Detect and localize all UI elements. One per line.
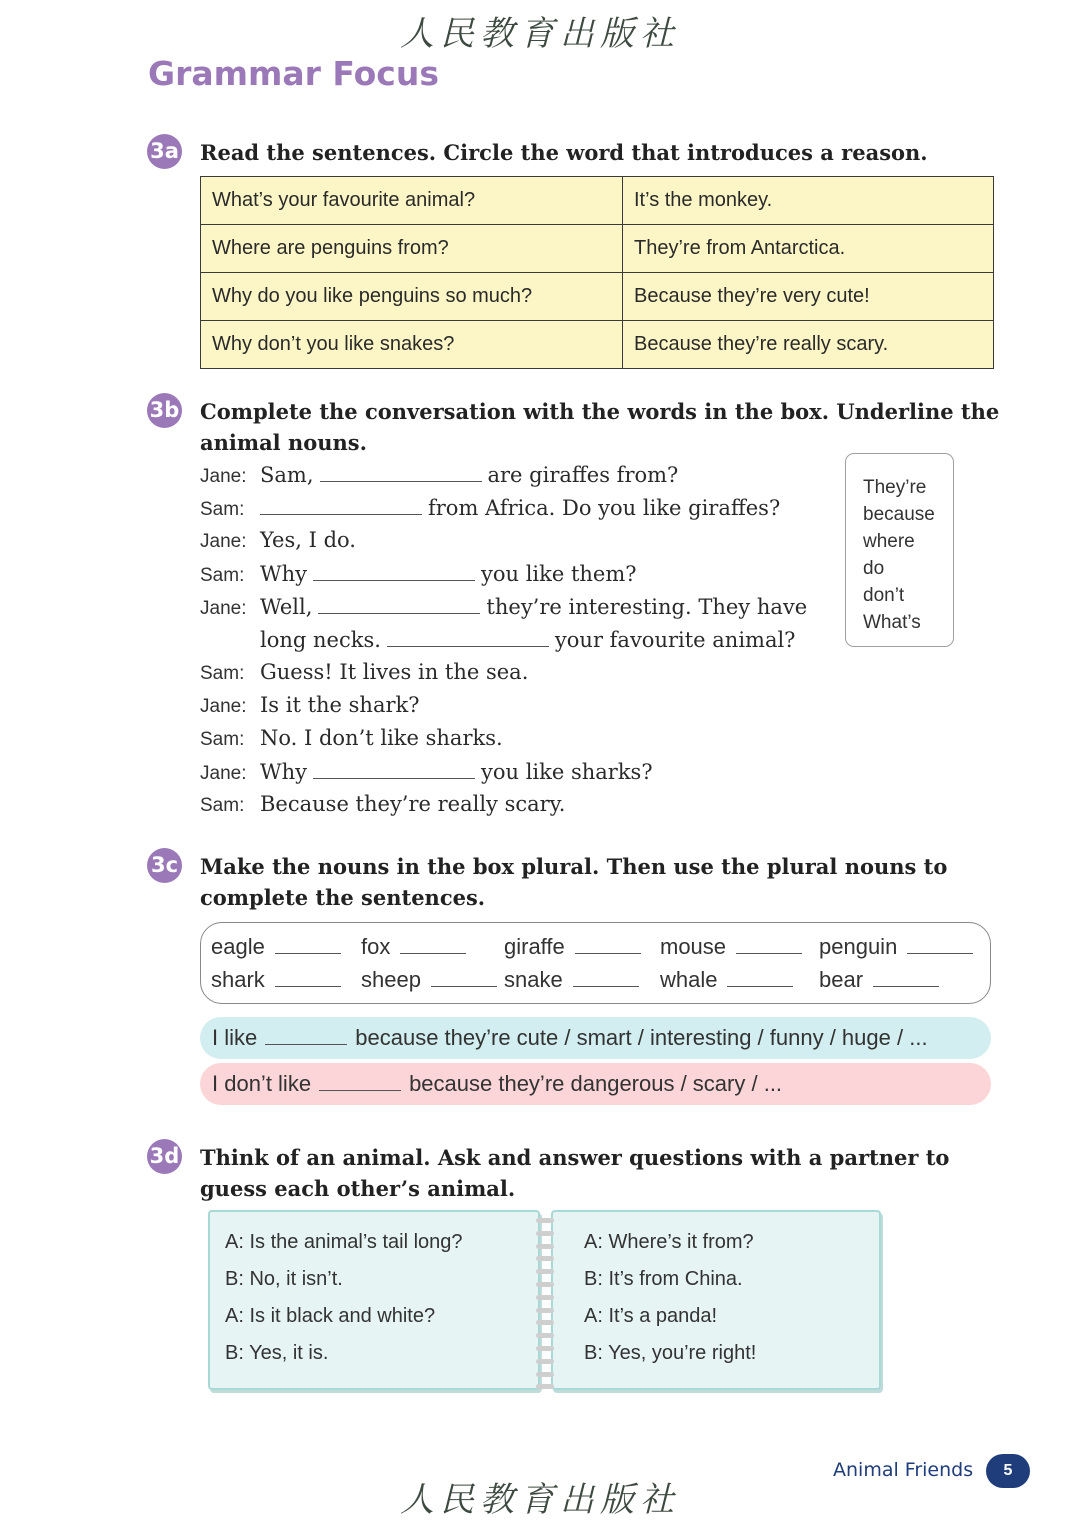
speaker: Sam: bbox=[200, 729, 245, 750]
line-text: you like sharks? bbox=[480, 760, 653, 784]
speaker: Jane: bbox=[200, 696, 247, 717]
line-text: your favourite animal? bbox=[554, 628, 796, 652]
conversation-line bbox=[200, 759, 840, 792]
plural-blank[interactable] bbox=[275, 936, 341, 954]
section-badge-3d: 3d bbox=[147, 1139, 182, 1174]
answer-blank[interactable] bbox=[313, 759, 475, 779]
plural-blank[interactable] bbox=[736, 936, 802, 954]
dialogue-line: A: Is it black and white? bbox=[225, 1305, 436, 1327]
conversation-line bbox=[200, 528, 840, 561]
plural-blank[interactable] bbox=[400, 936, 466, 954]
line-text: No. I don’t like sharks. bbox=[260, 726, 503, 750]
speaker: Jane: bbox=[200, 466, 247, 487]
conversation-line bbox=[200, 660, 840, 693]
table-cell-answer: Because they’re very cute! bbox=[623, 273, 994, 321]
speaker: Jane: bbox=[200, 598, 247, 619]
conversation-line bbox=[200, 594, 840, 627]
publisher-logo-top: 人民教育出版社 bbox=[400, 14, 680, 54]
table-cell-answer: It’s the monkey. bbox=[623, 177, 994, 225]
word-box-item: do bbox=[863, 558, 885, 579]
noun-item: shark bbox=[211, 967, 341, 993]
conversation bbox=[200, 462, 840, 825]
answer-blank[interactable] bbox=[387, 627, 549, 647]
conversation-line bbox=[200, 627, 840, 660]
noun-item: whale bbox=[660, 967, 793, 993]
noun-item: penguin bbox=[819, 934, 973, 960]
line-text: Is it the shark? bbox=[260, 693, 420, 717]
table-cell-question: What’s your favourite animal? bbox=[201, 177, 623, 225]
speaker: Sam: bbox=[200, 565, 245, 586]
word-box-item: They’re bbox=[863, 477, 927, 498]
dialogue-line: A: It’s a panda! bbox=[584, 1305, 718, 1327]
noun-item: bear bbox=[819, 967, 939, 993]
speaker: Sam: bbox=[200, 499, 245, 520]
answer-blank[interactable] bbox=[265, 1027, 347, 1045]
line-text: from Africa. Do you like giraffes? bbox=[428, 496, 781, 520]
conversation-line bbox=[200, 495, 840, 528]
word-box-item: What’s bbox=[863, 612, 921, 633]
dialogue-line: A: Is the animal’s tail long? bbox=[225, 1231, 463, 1253]
line-text: you like them? bbox=[480, 562, 637, 586]
dialogue-line: B: No, it isn’t. bbox=[225, 1268, 343, 1290]
table-row bbox=[201, 273, 994, 321]
word-box-item: where bbox=[863, 531, 915, 552]
speaker: Sam: bbox=[200, 663, 245, 684]
line-text: Because they’re really scary. bbox=[260, 792, 566, 816]
section-badge-3a: 3a bbox=[147, 134, 182, 169]
table-cell-answer: Because they’re really scary. bbox=[623, 321, 994, 369]
table-row bbox=[201, 177, 994, 225]
conversation-line bbox=[200, 693, 840, 726]
line-text: Guess! It lives in the sea. bbox=[260, 660, 529, 684]
conversation-line bbox=[200, 792, 840, 825]
line-text: Why bbox=[260, 562, 307, 586]
speaker: Sam: bbox=[200, 795, 245, 816]
answer-blank[interactable] bbox=[319, 1073, 401, 1091]
answer-blank[interactable] bbox=[320, 462, 482, 482]
conversation-line bbox=[200, 561, 840, 594]
line-text: they’re interesting. They have bbox=[486, 595, 808, 619]
page-title: Grammar Focus bbox=[148, 54, 440, 93]
page-number: 5 bbox=[986, 1454, 1030, 1488]
dialogue-line: B: Yes, it is. bbox=[225, 1342, 329, 1364]
dialogue-line: B: Yes, you’re right! bbox=[584, 1342, 757, 1364]
instruction-3d: Think of an animal. Ask and answer questions with a partner to guess each other’s animal. bbox=[200, 1145, 950, 1201]
dialogue-line: A: Where’s it from? bbox=[584, 1231, 754, 1253]
like-sentence bbox=[200, 1017, 991, 1059]
conversation-line bbox=[200, 462, 840, 495]
section-badge-3b: 3b bbox=[147, 393, 182, 428]
like-suffix: because they’re cute / smart / interesting / funny / huge / ... bbox=[355, 1025, 928, 1050]
table-cell-question: Why do you like penguins so much? bbox=[201, 273, 623, 321]
unit-title: Animal Friends bbox=[833, 1459, 974, 1481]
instruction-3b: Complete the conversation with the words in the box. Underline the animal nouns. bbox=[200, 399, 1000, 455]
dislike-sentence bbox=[200, 1063, 991, 1105]
noun-item: fox bbox=[361, 934, 466, 960]
plural-blank[interactable] bbox=[907, 936, 973, 954]
word-box bbox=[845, 453, 954, 647]
line-text: are giraffes from? bbox=[487, 463, 679, 487]
table-row bbox=[201, 321, 994, 369]
plural-blank[interactable] bbox=[275, 969, 341, 987]
plural-blank[interactable] bbox=[873, 969, 939, 987]
noun-item: mouse bbox=[660, 934, 802, 960]
dialogue-line: B: It’s from China. bbox=[584, 1268, 743, 1290]
plural-blank[interactable] bbox=[431, 969, 497, 987]
noun-item: sheep bbox=[361, 967, 497, 993]
like-prefix: I like bbox=[212, 1025, 258, 1050]
answer-blank[interactable] bbox=[318, 594, 480, 614]
table-cell-answer: They’re from Antarctica. bbox=[623, 225, 994, 273]
section-badge-3c: 3c bbox=[147, 848, 182, 883]
speaker: Jane: bbox=[200, 531, 247, 552]
instruction-3c: Make the nouns in the box plural. Then use the plural nouns to complete the sentences. bbox=[200, 854, 948, 910]
answer-blank[interactable] bbox=[260, 495, 422, 515]
dislike-suffix: because they’re dangerous / scary / ... bbox=[409, 1071, 783, 1096]
speaker: Jane: bbox=[200, 763, 247, 784]
notebook-spiral bbox=[536, 1218, 554, 1388]
conversation-line bbox=[200, 726, 840, 759]
table-row bbox=[201, 225, 994, 273]
instruction-3a: Read the sentences. Circle the word that introduces a reason. bbox=[200, 140, 928, 165]
line-text: Yes, I do. bbox=[260, 528, 356, 552]
noun-item: snake bbox=[504, 967, 639, 993]
plural-blank[interactable] bbox=[575, 936, 641, 954]
line-text: long necks. bbox=[260, 628, 381, 652]
publisher-logo-bottom: 人民教育出版社 bbox=[400, 1480, 680, 1520]
line-text: Well, bbox=[260, 595, 313, 619]
answer-blank[interactable] bbox=[313, 561, 475, 581]
line-text: Why bbox=[260, 760, 307, 784]
line-text: Sam, bbox=[260, 463, 314, 487]
plural-blank[interactable] bbox=[727, 969, 793, 987]
dislike-prefix: I don’t like bbox=[212, 1071, 312, 1096]
word-box-item: don’t bbox=[863, 585, 905, 606]
noun-item: eagle bbox=[211, 934, 341, 960]
table-cell-question: Why don’t you like snakes? bbox=[201, 321, 623, 369]
table-cell-question: Where are penguins from? bbox=[201, 225, 623, 273]
noun-item: giraffe bbox=[504, 934, 641, 960]
word-box-item: because bbox=[863, 504, 935, 525]
sentence-table bbox=[200, 176, 994, 369]
plural-blank[interactable] bbox=[573, 969, 639, 987]
